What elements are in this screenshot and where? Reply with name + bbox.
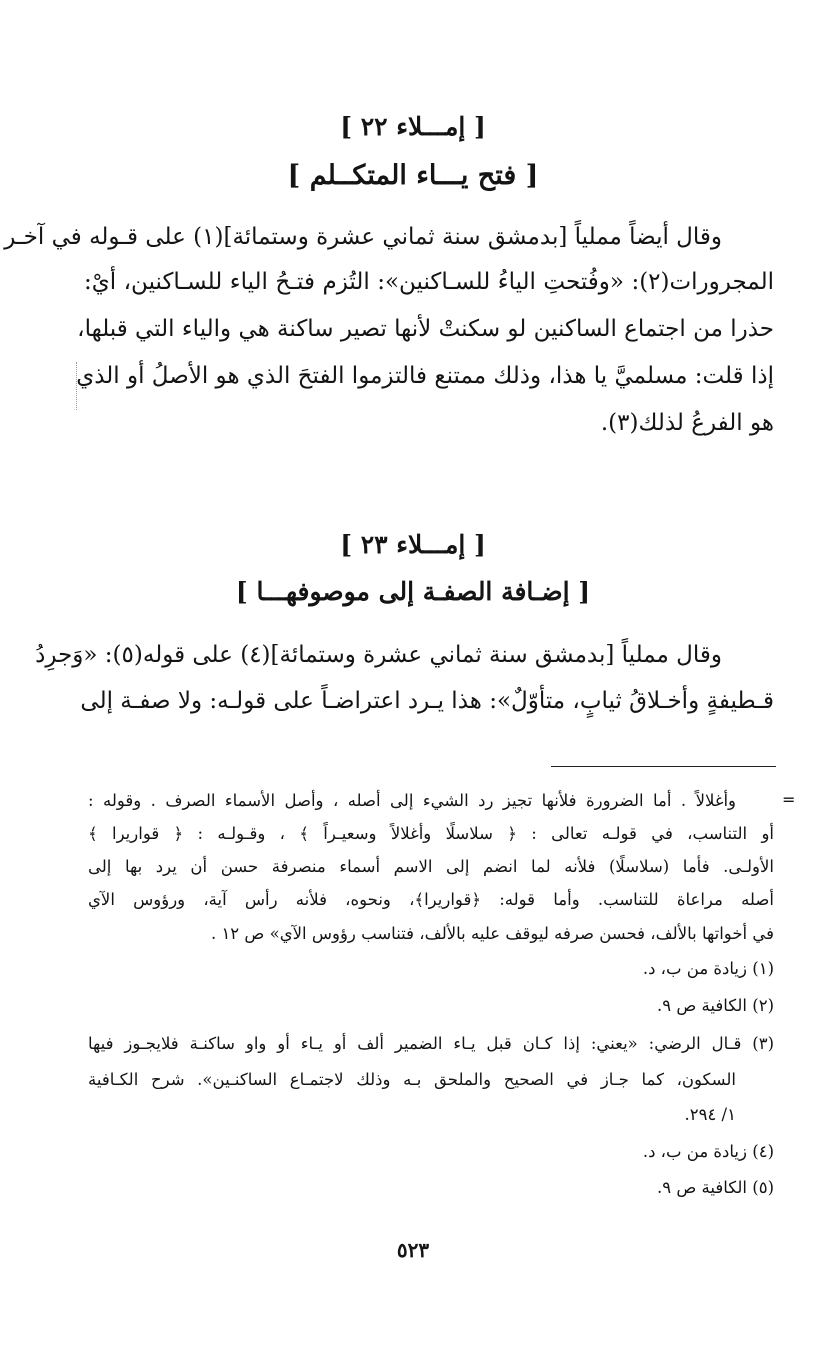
section-heading-22: [ إمـــلاء ٢٢ ] bbox=[340, 112, 486, 141]
section-heading-23: [ إمـــلاء ٢٣ ] bbox=[340, 530, 486, 559]
footnote-line: أو التناسب، في قولـه تعالى : ﴿ سلاسلًا وأغلالاً وسعيـراً ﴾ ، وقـولـه : ﴿ قواريرا ﴾ bbox=[88, 824, 774, 843]
footnote-3: (٣) قـال الرضي: «يعني: إذا كـان قبل يـاء الضمير ألف أو يـاء أو واو ساكنـة فلايجـوز فيها bbox=[88, 1034, 774, 1053]
footnote-3-cont: السكون، كما جـاز في الصحيح والملحق بـه وذلك لاجتمـاع الساكنـين». شرح الكـافية bbox=[88, 1070, 736, 1089]
body-line: المجرورات(٢): «وفُتحتِ الياءُ للسـاكنين»: التُزم فتـحُ الياء للسـاكنين، أيْ: bbox=[84, 269, 774, 295]
footnote-line: في أخواتها بالألف، فحسن صرفه ليوقف عليه بالألف، فتناسب رؤوس الآي» ص ١٢ . bbox=[210, 924, 774, 943]
footnote-separator bbox=[551, 766, 776, 767]
page-number: ٥٢٣ bbox=[396, 1238, 430, 1262]
footnote-5: (٥) الكافية ص ٩. bbox=[656, 1178, 774, 1197]
footnote-2: (٢) الكافية ص ٩. bbox=[656, 996, 774, 1015]
footnote-line: وأغلالاً . أما الضرورة فلأنها تجيز رد الشيء إلى أصله ، وأصل الأسماء الصرف . وقوله : bbox=[88, 791, 736, 810]
footnote-line: الأولـى. فأما (سلاسلًا) فلأنه لما انضم إلى الاسم أسماء منصرفة حسن أن يرد بها إلى bbox=[88, 857, 774, 876]
body-line: وقال أيضاً مملياً [بدمشق سنة ثماني عشرة وستمائة](١) على قـوله في آخـر bbox=[4, 224, 722, 250]
footnote-4: (٤) زيادة من ب، د. bbox=[642, 1142, 774, 1161]
footnote-continuation-mark: = bbox=[782, 790, 796, 809]
body-line: قـطيفةٍ وأخـلاقُ ثيابٍ، متأوّلٌ»: هذا يـرد اعتراضـاً على قولـه: ولا صفـة إلى bbox=[80, 688, 774, 714]
margin-mark bbox=[76, 362, 79, 410]
footnote-3-cont: ١/ ٢٩٤. bbox=[684, 1105, 736, 1124]
section-title-23: [ إضـافة الصفـة إلى موصوفهـــا ] bbox=[235, 577, 591, 606]
body-line: إذا قلت: مسلميَّ يا هذا، وذلك ممتنع فالتزموا الفتحَ الذي هو الأصلُ أو الذي bbox=[76, 363, 774, 389]
footnote-1: (١) زيادة من ب، د. bbox=[642, 959, 774, 978]
footnote-line: أصله مراعاة للتناسب. وأما قوله: ﴿قواريرا﴾، ونحوه، فلأنه رأس آية، ورؤوس الآي bbox=[88, 890, 774, 909]
body-line: وقال مملياً [بدمشق سنة ثماني عشرة وستمائة](٤) على قوله(٥): «وَجرِدُ bbox=[35, 642, 722, 668]
body-line: هو الفرعُ لذلك(٣). bbox=[600, 410, 774, 436]
body-line: حذرا من اجتماع الساكنين لو سكنتْ لأنها تصير ساكنة هي والياء التي قبلها، bbox=[77, 316, 774, 342]
section-title-22: [ فتح يـــاء المتكــلم ] bbox=[287, 160, 539, 191]
